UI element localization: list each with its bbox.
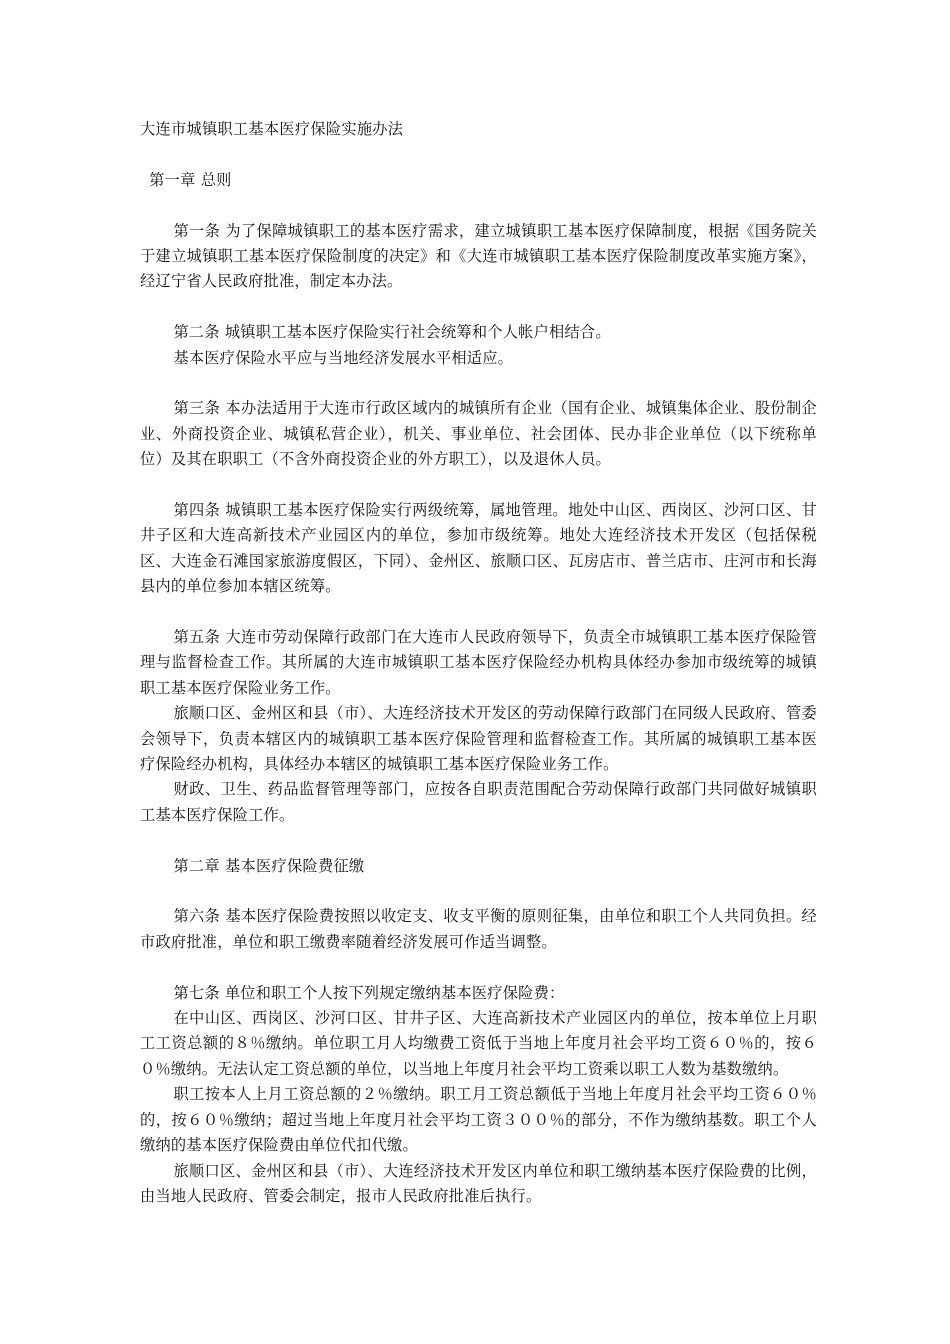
article-6: 第六条 基本医疗保险费按照以收定支、收支平衡的原则征集，由单位和职工个人共同负担。经市政府批准，单位和职工缴费率随着经济发展可作适当调整。 [140, 907, 817, 951]
article-4: 第四条 城镇职工基本医疗保险实行两级统筹，属地管理。地处中山区、西岗区、沙河口区、甘井子区和大连高新技术产业园区内的单位，参加市级统筹。地处大连经济技术开发区（包括保税区、大连金石滩国家旅游度假区，下同）、金州区、旅顺口区、瓦房店市、普兰店市、庄河市和长海县内的单位参加本辖区统筹。 [140, 501, 817, 596]
article-1: 第一条 为了保障城镇职工的基本医疗需求，建立城镇职工基本医疗保障制度，根据《国务院关于建立城镇职工基本医疗保险制度的决定》和《大连市城镇职工基本医疗保险制度改革实施方案》，经辽宁省人民政府批准，制定本办法。 [140, 221, 817, 291]
article-2-para-2: 基本医疗保险水平应与当地经济发展水平相适应。 [173, 348, 514, 367]
article-5-para-3: 财政、卫生、药品监督管理等部门，应按各自职责范围配合劳动保障行政部门共同做好城镇职工基本医疗保险工作。 [140, 780, 817, 824]
article-7-para-4: 旅顺口区、金州区和县（市）、大连经济技术开发区内单位和职工缴纳基本医疗保险费的比例，由当地人民政府、管委会制定，报市人民政府批准后执行。 [140, 1161, 817, 1205]
article-5-para-2: 旅顺口区、金州区和县（市）、大连经济技术开发区的劳动保障行政部门在同级人民政府、管委会领导下，负责本辖区内的城镇职工基本医疗保险管理和监督检查工作。其所属的城镇职工基本医疗保险经办机构，具体经办本辖区的城镇职工基本医疗保险业务工作。 [140, 704, 817, 774]
article-7-para-1: 第七条 单位和职工个人按下列规定缴纳基本医疗保险费： [173, 983, 565, 1002]
article-5-para-1: 第五条 大连市劳动保障行政部门在大连市人民政府领导下，负责全市城镇职工基本医疗保险管理与监督检查工作。其所属的大连市城镇职工基本医疗保险经办机构具体经办参加市级统筹的城镇职工基本医疗保险业务工作。 [140, 628, 817, 697]
chapter-2-heading: 第二章 基本医疗保险费征缴 [173, 856, 365, 875]
article-7-para-3: 职工按本人上月工资总额的２％缴纳。职工月工资总额低于当地上年度月社会平均工资６０％的，按６０％缴纳；超过当地上年度月社会平均工资３００％的部分，不作为缴纳基数。职工个人缴纳的基本医疗保险费由单位代扣代缴。 [140, 1085, 817, 1155]
document-title: 大连市城镇职工基本医疗保险实施办法 [140, 120, 404, 138]
chapter-1-heading: 第一章 总则 [149, 170, 232, 189]
document-body [140, 117, 817, 1209]
article-2-para-1: 第二条 城镇职工基本医疗保险实行社会统筹和个人帐户相结合。 [173, 323, 611, 342]
article-3: 第三条 本办法适用于大连市行政区域内的城镇所有企业（国有企业、城镇集体企业、股份制企业、外商投资企业、城镇私营企业），机关、事业单位、社会团体、民办非企业单位（以下统称单位）及其在职职工（不含外商投资企业的外方职工），以及退休人员。 [140, 399, 817, 469]
article-7-para-2: 在中山区、西岗区、沙河口区、甘井子区、大连高新技术产业园区内的单位，按本单位上月职工工资总额的８％缴纳。单位职工月人均缴费工资低于当地上年度月社会平均工资６０％的，按６０％缴纳。无法认定工资总额的单位，以当地上年度月社会平均工资乘以职工人数为基数缴纳。 [140, 1009, 817, 1078]
